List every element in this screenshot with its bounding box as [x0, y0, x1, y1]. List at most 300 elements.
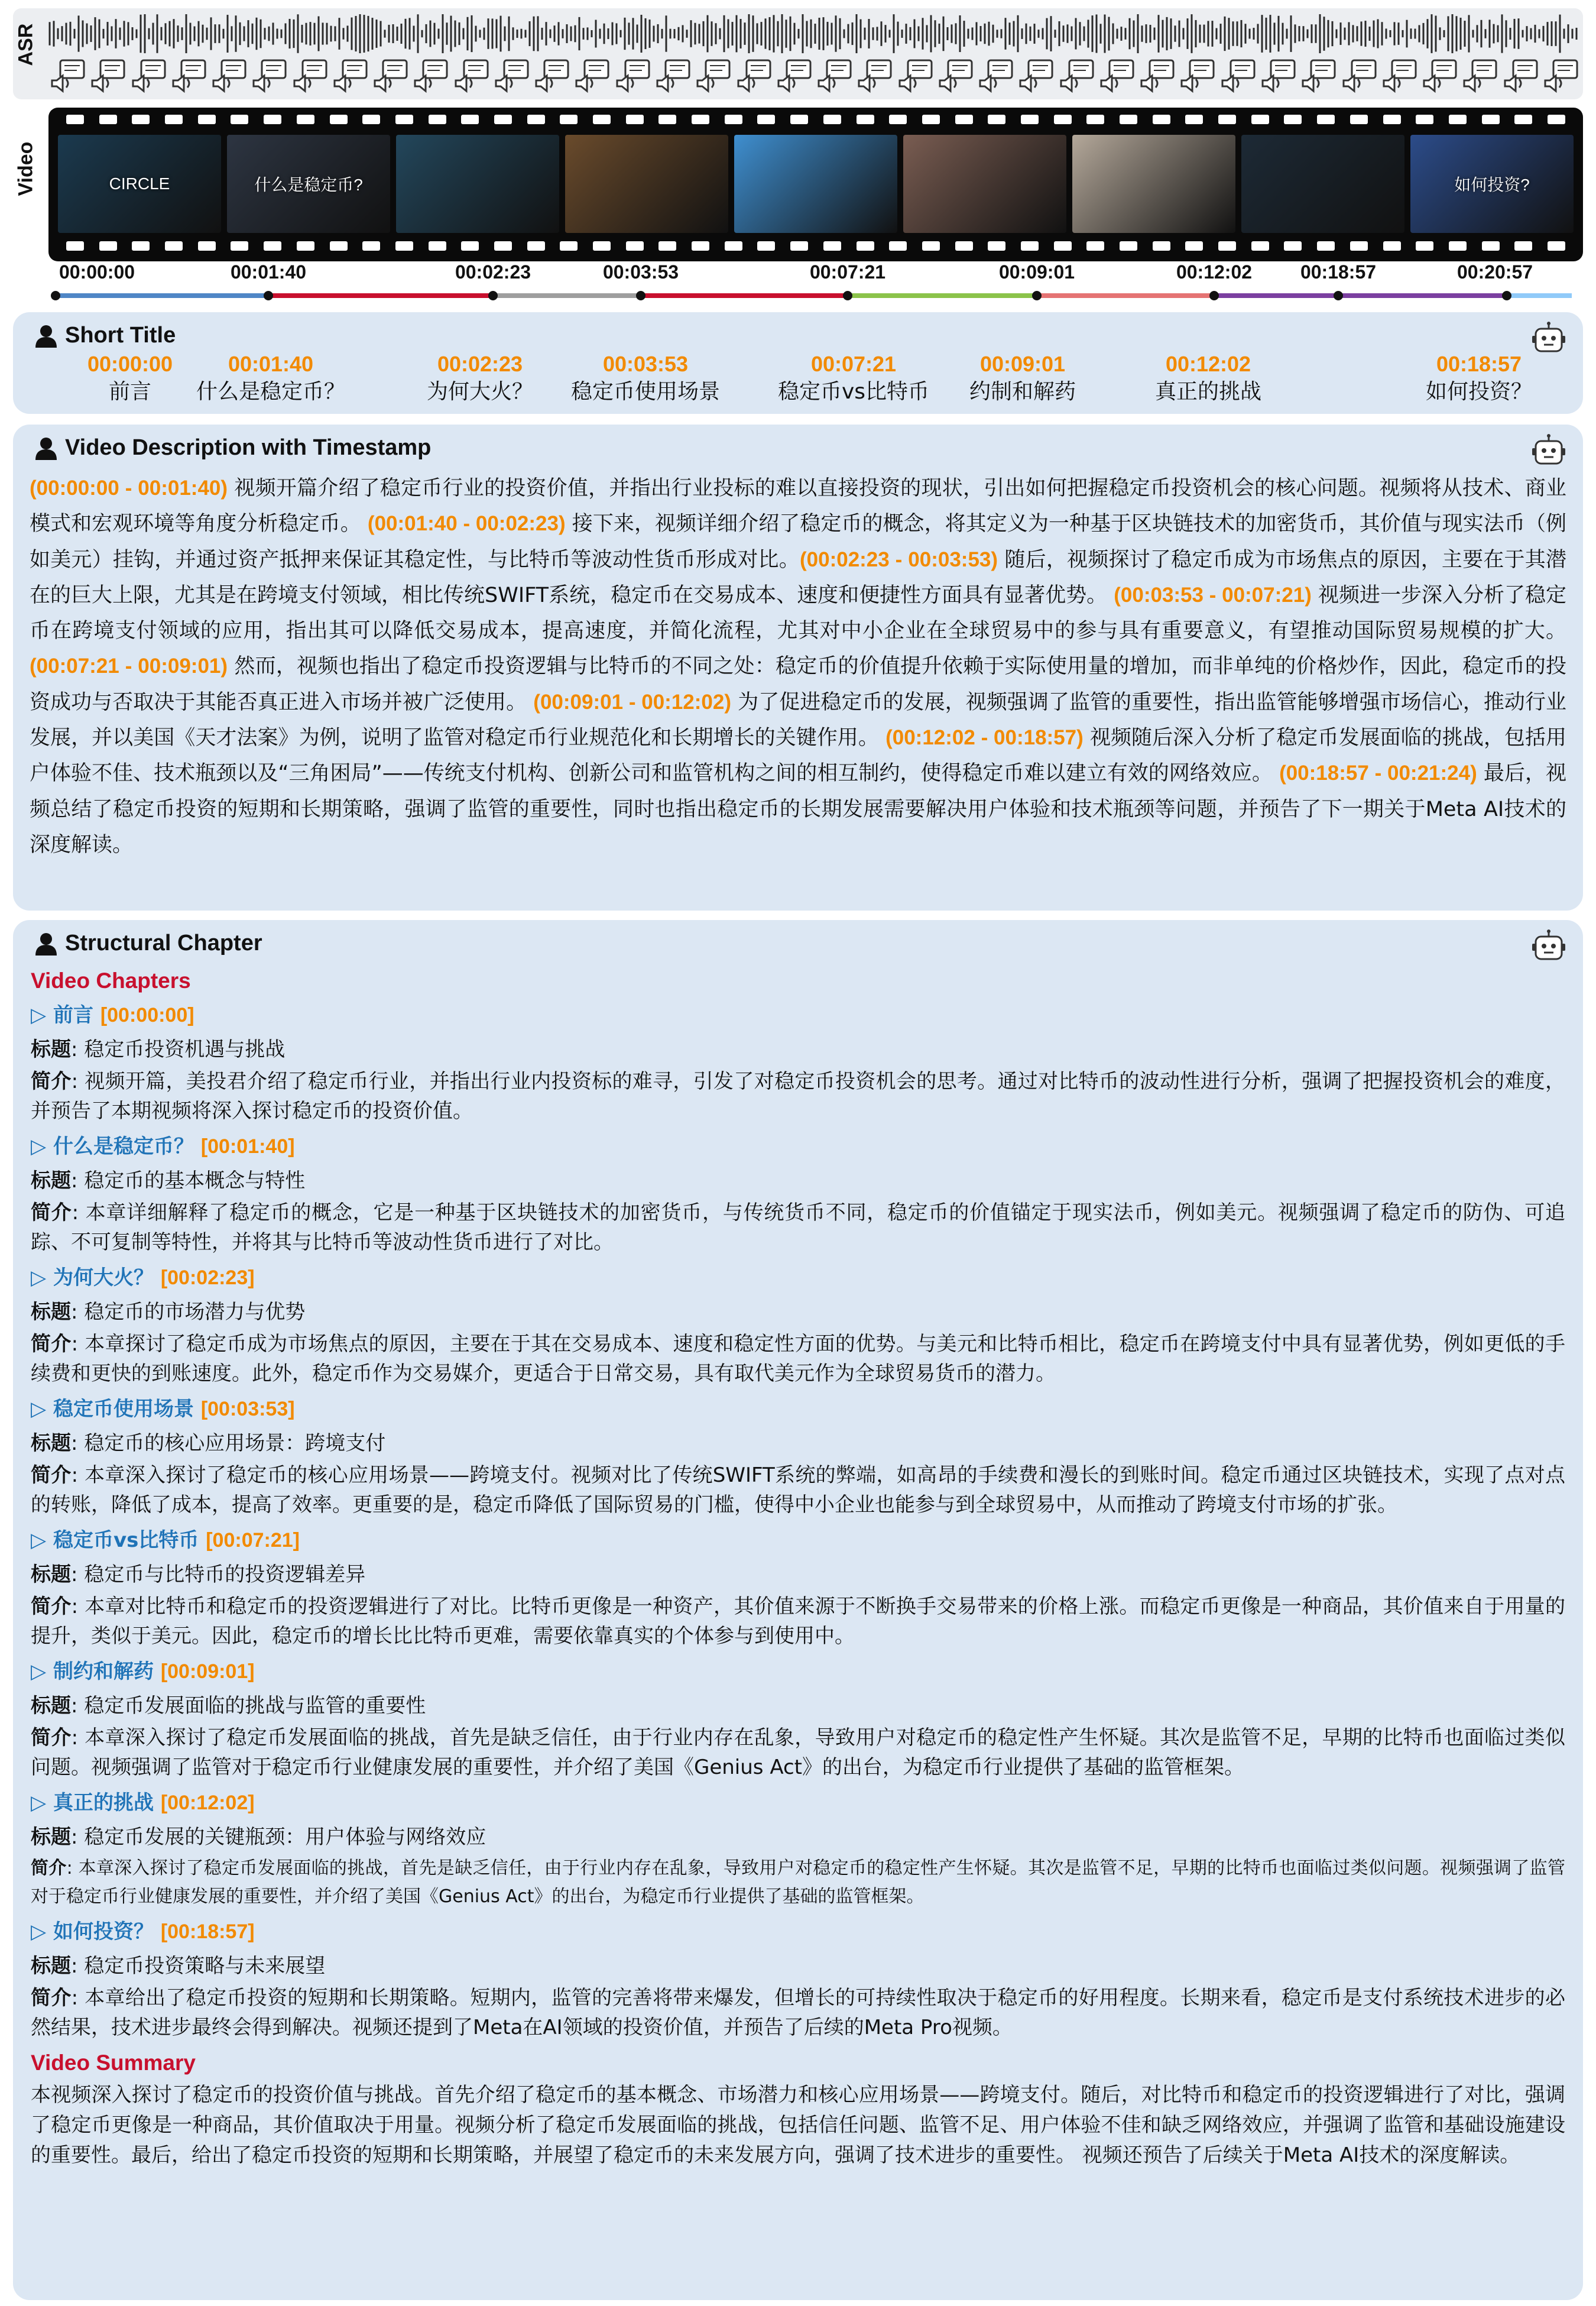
- chapter-title-line: [31, 1295, 1565, 1329]
- film-hole: [1054, 241, 1072, 251]
- speaker-icon[interactable]: [614, 58, 651, 93]
- film-hole: [692, 241, 709, 251]
- short-title-time: 00:12:02: [1165, 352, 1251, 376]
- chapter-title: : 稳定币的市场潜力与优势: [71, 1300, 306, 1324]
- timeline-label: 00:20:57: [1456, 261, 1533, 283]
- short-title-time: 00:00:00: [87, 352, 173, 376]
- speaker-icon[interactable]: [855, 58, 893, 93]
- segment-text: 视频随后深入分析了稳定币发展面临的挑战，包括用户体验不佳、技术瓶颈以及“三角困局”——传统支付机构、创新公司和监管机构之间的相互制约，使得稳定币难以建立有效的网络效应。: [30, 726, 1566, 786]
- segment-text: 最后，视频总结了稳定币投资的短期和长期策略，强调了监管的重要性，同时也指出稳定币的长期发展需要解决用户体验和技术瓶颈等问题，并预告了下一期关于Meta AI技术的深度解读。: [30, 762, 1566, 857]
- film-hole: [658, 241, 676, 251]
- film-hole: [988, 241, 1005, 251]
- intro-label: 简介: [31, 1070, 72, 1093]
- timeline-label: 00:02:23: [455, 261, 531, 283]
- chapter-intro-text: : 本章深入探讨了稳定币发展面临的挑战，首先是缺乏信任，由于行业内存在乱象，导致用户对稳定币的稳定性产生怀疑。其次是监管不足，早期的比特币也面临过类似问题。视频强调了监管对于稳定币行业健康发展的重要性，并介绍了美国《Genius Act》的出台，为稳定币行业提供了基础的监管框架。: [31, 1858, 1565, 1907]
- film-hole: [1317, 241, 1335, 251]
- film-hole: [132, 241, 150, 251]
- speaker-icon[interactable]: [1420, 58, 1458, 93]
- chapter-time: [00:09:01]: [160, 1660, 255, 1683]
- speaker-icon[interactable]: [492, 58, 530, 93]
- title-label: 标题: [31, 1431, 71, 1455]
- chapter-heading-link[interactable]: ▷ 如何投资？ [00:18:57]: [31, 1920, 255, 1944]
- speaker-icon[interactable]: [371, 58, 409, 93]
- chapter-intro: [31, 1723, 1565, 1782]
- asr-band: [13, 8, 1583, 99]
- film-hole: [362, 115, 380, 124]
- chapter-intro-text: : 本章探讨了稳定币成为市场焦点的原因，主要在于其在交易成本、速度和稳定性方面的优势。与美元和比特币相比，稳定币在跨境支付中具有显著优势，例如更低的手续费和更快的到账速度。此外，稳定币作为交易媒介，更适合于日常交易，具有取代美元作为全球贸易货币的潜力。: [31, 1332, 1565, 1385]
- timeline-segment[interactable]: [641, 293, 848, 298]
- film-hole: [429, 241, 446, 251]
- film-hole: [330, 115, 348, 124]
- timeline-segment[interactable]: [1507, 293, 1572, 298]
- chapter-heading-link[interactable]: ▷ 稳定币使用场景 [00:03:53]: [31, 1397, 295, 1421]
- film-hole: [725, 241, 742, 251]
- film-hole: [165, 115, 183, 124]
- title-label: 标题: [31, 1825, 71, 1849]
- intro-label: 简介: [31, 1858, 67, 1879]
- short-title-name: 为何大火？: [426, 380, 534, 404]
- timeline: [50, 260, 1581, 313]
- segment-text: 接下来，视频详细介绍了稳定币的概念，将其定义为一种基于区块链技术的加密货币，其价值与现实法币（例如美元）挂钩，并通过资产抵押来保证其稳定性，与比特币等波动性货币形成对比。: [30, 512, 1566, 572]
- film-hole: [922, 115, 940, 124]
- description-header: [34, 435, 431, 461]
- chapter-time: [00:12:02]: [160, 1792, 255, 1814]
- film-hole: [1449, 115, 1467, 124]
- film-hole: [1153, 115, 1170, 124]
- speaker-icon[interactable]: [654, 58, 692, 93]
- intro-label: 简介: [31, 1595, 72, 1618]
- chapter-name: 什么是稳定币？: [53, 1135, 194, 1158]
- chapter-time: [00:03:53]: [200, 1398, 295, 1420]
- timeline-marker[interactable]: [1032, 291, 1042, 300]
- speaker-icon[interactable]: [936, 58, 974, 93]
- chapter-title-line: [31, 1164, 1565, 1198]
- chapter-heading-link[interactable]: ▷ 稳定币vs比特币 [00:07:21]: [31, 1528, 300, 1552]
- speaker-icon[interactable]: [977, 58, 1014, 93]
- description-panel: [13, 425, 1583, 911]
- title-label: 标题: [31, 1169, 71, 1193]
- film-hole: [626, 115, 644, 124]
- film-hole: [1548, 115, 1565, 124]
- chapter-name: 前言: [53, 1003, 93, 1027]
- speaker-icon[interactable]: [775, 58, 813, 93]
- short-title-name: 如何投资？: [1425, 380, 1533, 404]
- segment-text: 视频开篇介绍了稳定币行业的投资价值，并指出行业投标的难以直接投资的现状，引出如何把握稳定币投资机会的核心问题。视频将从技术、商业模式和宏观环境等角度分析稳定币。: [30, 477, 1566, 536]
- timeline-marker[interactable]: [1334, 291, 1343, 300]
- speaker-icon[interactable]: [1017, 58, 1055, 93]
- chapter-title-line: [31, 1426, 1565, 1460]
- film-hole: [429, 115, 446, 124]
- segment-timestamp[interactable]: (00:01:40 - 00:02:23): [367, 512, 566, 536]
- film-hole: [626, 241, 644, 251]
- film-hole: [560, 241, 578, 251]
- user-icon: [34, 436, 58, 460]
- film-holes-top: [66, 115, 1565, 127]
- film-hole: [264, 241, 281, 251]
- film-hole: [1120, 241, 1137, 251]
- film-hole: [1251, 241, 1269, 251]
- speaker-icon[interactable]: [815, 58, 853, 93]
- film-hole: [988, 115, 1005, 124]
- chapter-name: 稳定币使用场景: [53, 1397, 194, 1421]
- speaker-icon[interactable]: [533, 58, 570, 93]
- chapter-name: 稳定币vs比特币: [53, 1528, 199, 1552]
- film-hole: [1383, 241, 1401, 251]
- film-hole: [1021, 115, 1039, 124]
- frame-caption: CIRCLE: [109, 174, 170, 193]
- video-frame[interactable]: [1410, 135, 1574, 233]
- video-summary-text: 本视频深入探讨了稳定币的投资价值与挑战。首先介绍了稳定币的基本概念、市场潜力和核心应用场景——跨境支付。随后，对比特币和稳定币的投资逻辑进行了对比，强调了稳定币更像是一种商品，其价值取决于用量。视频分析了稳定币发展面临的挑战，包括信任问题、监管不足、用户体验不佳和缺乏网络效应，并强调了监管和基础设施建设的重要性。最后，给出了稳定币投资的短期和长期策略，并展望了稳定币的未来发展方向，强调了技术进步的重要性。 视频还预告了后续关于Meta AI技术的深度解读。: [31, 2083, 1565, 2167]
- film-hole: [658, 115, 676, 124]
- video-frame[interactable]: [903, 135, 1066, 233]
- user-icon: [34, 324, 58, 348]
- speaker-icon[interactable]: [291, 58, 329, 93]
- speaker-icon[interactable]: [1299, 58, 1337, 93]
- chapter-heading-link[interactable]: ▷ 什么是稳定币？ [00:01:40]: [31, 1135, 295, 1158]
- film-hole: [527, 115, 545, 124]
- timeline-marker[interactable]: [636, 291, 645, 300]
- film-hole: [494, 241, 512, 251]
- speaker-icon[interactable]: [250, 58, 288, 93]
- waveform: [48, 14, 1579, 53]
- video-frame[interactable]: [227, 135, 390, 233]
- chapter-intro-text: : 本章给出了稳定币投资的短期和长期策略。短期内，监管的完善将带来爆发，但增长的可持续性取决于稳定币的好用程度。长期来看，稳定币是支付系统技术进步的必然结果，技术进步最终会得到解决。视频还提到了Meta在AI领域的投资价值，并预告了后续的Meta Pro视频。: [31, 1986, 1565, 2039]
- user-icon: [34, 932, 58, 956]
- timeline-segment[interactable]: [848, 293, 1037, 298]
- film-hole: [1350, 241, 1368, 251]
- segment-timestamp[interactable]: (00:09:01 - 00:12:02): [533, 690, 732, 714]
- timeline-marker[interactable]: [488, 291, 498, 300]
- chapter-heading-link[interactable]: ▷ 制约和解药 [00:09:01]: [31, 1660, 255, 1683]
- chapter-name: 制约和解药: [53, 1660, 154, 1683]
- short-title-item[interactable]: [196, 351, 345, 407]
- timeline-segment[interactable]: [1214, 293, 1338, 298]
- chapter-title-line: [31, 1032, 1565, 1067]
- chapter-intro: [31, 1592, 1565, 1651]
- film-hole: [1317, 115, 1335, 124]
- chapter-intro-text: : 本章深入探讨了稳定币的核心应用场景——跨境支付。视频对比了传统SWIFT系统的弊端，如高昂的手续费和漫长的到账时间。稳定币通过区块链技术，实现了点对点的转账，降低了成本，提高了效率。更重要的是，稳定币降低了国际贸易的门槛，使得中小企业也能参与到全球贸易中，从而推动了跨境支付市场的扩张。: [31, 1463, 1565, 1517]
- chapter-name: 真正的挑战: [53, 1791, 154, 1815]
- film-hole: [757, 241, 775, 251]
- film-hole: [1383, 115, 1401, 124]
- film-hole: [494, 115, 512, 124]
- segment-timestamp[interactable]: (00:03:53 - 00:07:21): [1114, 583, 1312, 607]
- film-hole: [593, 241, 611, 251]
- film-hole: [66, 241, 84, 251]
- film-hole: [889, 241, 907, 251]
- short-title-name: 什么是稳定币？: [196, 380, 346, 404]
- chapter-title-line: [31, 1820, 1565, 1854]
- chapter-header: [34, 931, 262, 956]
- film-hole: [692, 115, 709, 124]
- film-hole: [461, 115, 479, 124]
- chapter-intro: [31, 1460, 1565, 1520]
- chapter-intro: [31, 1198, 1565, 1257]
- timeline-segment[interactable]: [493, 293, 641, 298]
- intro-label: 简介: [31, 1986, 72, 2010]
- chapter-intro-text: : 本章深入探讨了稳定币发展面临的挑战，首先是缺乏信任，由于行业内存在乱象，导致用户对稳定币的稳定性产生怀疑。其次是监管不足，早期的比特币也面临过类似问题。视频强调了监管对于稳定币行业健康发展的重要性，并介绍了美国《Genius Act》的出台，为稳定币行业提供了基础的监管框架。: [31, 1726, 1565, 1779]
- speaker-icon[interactable]: [1340, 58, 1378, 93]
- film-hole: [198, 241, 216, 251]
- speaker-icon[interactable]: [1542, 58, 1579, 93]
- timeline-marker[interactable]: [264, 291, 273, 300]
- film-hole: [330, 241, 348, 251]
- timeline-label: 00:00:00: [59, 261, 135, 283]
- film-hole: [99, 115, 117, 124]
- film-hole: [1251, 115, 1269, 124]
- speaker-icon[interactable]: [1098, 58, 1136, 93]
- film-hole: [857, 241, 874, 251]
- chapter-title-line: [31, 1557, 1565, 1592]
- chapter-time: [00:00:00]: [100, 1004, 194, 1026]
- chapter-name: 为何大火？: [53, 1266, 154, 1290]
- short-title-header: [34, 323, 176, 348]
- speaker-icon[interactable]: [1057, 58, 1095, 93]
- intro-label: 简介: [31, 1201, 72, 1225]
- film-hole: [593, 115, 611, 124]
- film-hole: [264, 115, 281, 124]
- segment-timestamp[interactable]: (00:07:21 - 00:09:01): [30, 655, 228, 678]
- film-hole: [790, 241, 808, 251]
- segment-text: 然而，视频也指出了稳定币投资逻辑与比特币的不同之处：稳定币的价值提升依赖于实际使用量的增加，而非单纯的价格炒作，因此，稳定币的投资成功与否取决于其能否真正进入市场并被广泛使用。: [30, 655, 1566, 714]
- chapter-intro-text: : 视频开篇，美投君介绍了稳定币行业，并指出行业内投资标的难寻，引发了对稳定币投资机会的思考。通过对比特币的波动性进行分析，强调了把握投资机会的难度，并预告了本期视频将深入探讨稳定币的投资价值。: [31, 1070, 1565, 1123]
- film-hole: [395, 115, 413, 124]
- timeline-label: 00:18:57: [1300, 261, 1377, 283]
- robot-icon: [1530, 433, 1568, 471]
- film-hole: [1086, 115, 1104, 124]
- film-hole: [1054, 115, 1072, 124]
- film-hole: [889, 115, 907, 124]
- segment-text: 视频进一步深入分析了稳定币在跨境支付领域的应用，指出其可以降低交易成本，提高速度，并简化流程，尤其对中小企业在全球贸易中的参与具有重要意义，有望推动国际贸易规模的扩大。: [30, 583, 1566, 643]
- film-hole: [1482, 115, 1500, 124]
- chapter-title: : 稳定币投资策略与未来展望: [71, 1954, 326, 1978]
- chapter-intro: [31, 1329, 1565, 1388]
- speaker-icon[interactable]: [331, 58, 369, 93]
- short-title-item[interactable]: [1155, 351, 1261, 407]
- timeline-marker[interactable]: [1502, 291, 1511, 300]
- video-summary-heading: Video Summary: [31, 2051, 196, 2075]
- film-hole: [1514, 115, 1532, 124]
- short-title-item[interactable]: [1426, 351, 1532, 407]
- film-hole: [132, 115, 150, 124]
- chapter-intro: [31, 1983, 1565, 2042]
- chapter-panel: [13, 920, 1583, 2300]
- frame-caption: 如何投资?: [1454, 176, 1530, 194]
- chapter-heading-link[interactable]: ▷ 真正的挑战 [00:12:02]: [31, 1791, 255, 1815]
- short-title-name: 真正的挑战: [1154, 380, 1262, 404]
- film-hole: [857, 115, 874, 124]
- short-title-item[interactable]: [969, 351, 1076, 407]
- speaker-icon[interactable]: [170, 58, 207, 93]
- speaker-icon[interactable]: [694, 58, 732, 93]
- asr-speaker-row: [48, 58, 1579, 93]
- chapter-time: [00:18:57]: [160, 1920, 255, 1943]
- film-hole: [527, 241, 545, 251]
- timeline-segment[interactable]: [56, 293, 268, 298]
- short-title-item[interactable]: [87, 351, 173, 407]
- segment-timestamp[interactable]: (00:12:02 - 00:18:57): [885, 726, 1084, 750]
- timeline-label: 00:09:01: [998, 261, 1075, 283]
- short-title-time: 00:01:40: [228, 352, 314, 376]
- chapter-intro-text: : 本章详细解释了稳定币的概念，它是一种基于区块链技术的加密货币，与传统货币不同，稳定币的价值锚定于现实法币，例如美元。视频强调了稳定币的防伪、可追踪、不可复制等特性，并将其与比特币等波动性货币进行了对比。: [31, 1201, 1565, 1254]
- video-frame[interactable]: [734, 135, 897, 233]
- short-title-time: 00:09:01: [979, 352, 1066, 376]
- timeline-segment[interactable]: [1338, 293, 1507, 298]
- chapter-title-line: [31, 1949, 1565, 1983]
- video-frames: [58, 135, 1574, 233]
- film-hole: [955, 241, 973, 251]
- segment-timestamp[interactable]: (00:18:57 - 00:21:24): [1279, 762, 1477, 785]
- speaker-icon[interactable]: [48, 58, 86, 93]
- short-title-time: 00:18:57: [1436, 352, 1522, 376]
- speaker-icon[interactable]: [210, 58, 248, 93]
- short-title-item[interactable]: [571, 351, 720, 407]
- timeline-marker[interactable]: [1209, 291, 1219, 300]
- film-hole: [1021, 241, 1039, 251]
- speaker-icon[interactable]: [735, 58, 773, 93]
- segment-timestamp[interactable]: (00:02:23 - 00:03:53): [799, 548, 998, 571]
- intro-label: 简介: [31, 1332, 72, 1356]
- film-hole: [823, 115, 841, 124]
- frame-caption: 什么是稳定币?: [254, 176, 363, 194]
- chapter-title: : 稳定币的基本概念与特性: [71, 1169, 306, 1193]
- short-title-heading: Short Title: [65, 323, 176, 348]
- title-label: 标题: [31, 1694, 71, 1718]
- short-title-time: 00:02:23: [437, 352, 523, 376]
- short-title-name: 稳定币vs比特币: [777, 380, 930, 404]
- chapter-title: : 稳定币与比特币的投资逻辑差异: [71, 1563, 366, 1586]
- speaker-icon[interactable]: [1178, 58, 1216, 93]
- film-hole: [165, 241, 183, 251]
- chapter-name: 如何投资？: [53, 1920, 154, 1944]
- chapter-title-line: [31, 1689, 1565, 1723]
- video-frame[interactable]: [1241, 135, 1404, 233]
- timeline-label: 00:12:02: [1176, 261, 1253, 283]
- speaker-icon[interactable]: [129, 58, 167, 93]
- short-title-name: 前言: [108, 380, 152, 404]
- film-hole: [1284, 241, 1302, 251]
- film-hole: [757, 115, 775, 124]
- title-label: 标题: [31, 1038, 71, 1061]
- film-hole: [198, 115, 216, 124]
- chapter-intro-text: : 本章对比特币和稳定币的投资逻辑进行了对比。比特币更像是一种资产，其价值来源于不断换手交易带来的价格上涨。而稳定币更像是一种商品，其价值来自于用量的提升，类似于美元。因此，稳定币的增长比比特币更难，需要依靠真实的个体参与到使用中。: [31, 1595, 1565, 1648]
- short-title-name: 稳定币使用场景: [570, 380, 721, 404]
- intro-label: 简介: [31, 1463, 72, 1487]
- film-hole: [1185, 115, 1203, 124]
- chapter-time: [00:02:23]: [160, 1267, 255, 1289]
- chapter-title: : 稳定币发展面临的挑战与监管的重要性: [71, 1694, 426, 1718]
- short-title-name: 约制和解药: [969, 380, 1076, 404]
- robot-icon: [1530, 928, 1568, 966]
- film-hole: [1284, 115, 1302, 124]
- short-title-time: 00:03:53: [602, 352, 689, 376]
- chapter-time: [00:01:40]: [200, 1135, 295, 1158]
- speaker-icon[interactable]: [1380, 58, 1418, 93]
- film-hole: [1514, 241, 1532, 251]
- film-hole: [395, 241, 413, 251]
- chapter-intro: [31, 1067, 1565, 1126]
- chapter-time: [00:07:21]: [206, 1529, 300, 1552]
- speaker-icon[interactable]: [573, 58, 611, 93]
- film-hole: [231, 115, 248, 124]
- video-frame[interactable]: [396, 135, 559, 233]
- film-hole: [1416, 115, 1433, 124]
- chapter-intro: [31, 1854, 1565, 1911]
- film-hole: [1153, 241, 1170, 251]
- film-hole: [66, 115, 84, 124]
- film-hole: [1120, 115, 1137, 124]
- timeline-marker[interactable]: [51, 291, 60, 300]
- speaker-icon[interactable]: [89, 58, 126, 93]
- film-hole: [1185, 241, 1203, 251]
- film-hole: [99, 241, 117, 251]
- chapter-title: : 稳定币发展的关键瓶颈：用户体验与网络效应: [71, 1825, 486, 1849]
- chapter-heading: Structural Chapter: [65, 931, 262, 956]
- title-label: 标题: [31, 1563, 71, 1586]
- speaker-icon[interactable]: [1501, 58, 1539, 93]
- short-title-item[interactable]: [778, 351, 929, 407]
- speaker-icon[interactable]: [1461, 58, 1498, 93]
- film-strip: [48, 108, 1583, 261]
- description-text: [30, 471, 1566, 863]
- video-label: Video: [14, 141, 37, 196]
- title-label: 标题: [31, 1954, 71, 1978]
- video-frame[interactable]: [58, 135, 221, 233]
- asr-label: ASR: [14, 23, 37, 66]
- film-hole: [231, 241, 248, 251]
- film-hole: [362, 241, 380, 251]
- segment-timestamp[interactable]: (00:00:00 - 00:01:40): [30, 477, 228, 500]
- timeline-label: 00:03:53: [602, 261, 679, 283]
- timeline-segment[interactable]: [268, 293, 493, 298]
- speaker-icon[interactable]: [452, 58, 490, 93]
- film-hole: [1218, 115, 1236, 124]
- speaker-icon[interactable]: [1259, 58, 1297, 93]
- video-frame[interactable]: [565, 135, 728, 233]
- video-chapters-heading: Video Chapters: [31, 969, 191, 993]
- segment-text: 随后，视频探讨了稳定币成为市场焦点的原因，主要在于其潜在的巨大上限，尤其是在跨境支付领域，相比传统SWIFT系统，稳定币在交易成本、速度和便捷性方面具有显著优势。: [30, 548, 1566, 607]
- film-hole: [1086, 241, 1104, 251]
- film-hole: [1482, 241, 1500, 251]
- timeline-segment[interactable]: [1037, 293, 1214, 298]
- film-hole: [1548, 241, 1565, 251]
- speaker-icon[interactable]: [1138, 58, 1176, 93]
- timeline-label: 00:07:21: [809, 261, 886, 283]
- film-hole: [1449, 241, 1467, 251]
- intro-label: 简介: [31, 1726, 72, 1750]
- film-hole: [790, 115, 808, 124]
- chapter-title: : 稳定币的核心应用场景：跨境支付: [71, 1431, 386, 1455]
- short-title-time: 00:07:21: [810, 352, 897, 376]
- film-hole: [955, 115, 973, 124]
- chapter-heading-link[interactable]: ▷ 为何大火？ [00:02:23]: [31, 1266, 255, 1290]
- speaker-icon[interactable]: [411, 58, 449, 93]
- film-hole: [1218, 241, 1236, 251]
- speaker-icon[interactable]: [896, 58, 934, 93]
- video-frame[interactable]: [1072, 135, 1235, 233]
- film-hole: [560, 115, 578, 124]
- film-holes-bottom: [66, 241, 1565, 253]
- speaker-icon[interactable]: [1219, 58, 1257, 93]
- chapter-title: : 稳定币投资机遇与挑战: [71, 1038, 286, 1061]
- title-label: 标题: [31, 1300, 71, 1324]
- film-hole: [461, 241, 479, 251]
- chapter-heading-link[interactable]: ▷ 前言 [00:00:00]: [31, 1003, 194, 1027]
- short-title-item[interactable]: [427, 351, 533, 407]
- film-hole: [725, 115, 742, 124]
- timeline-marker[interactable]: [843, 291, 852, 300]
- segment-text: 为了促进稳定币的发展，视频强调了监管的重要性，指出监管能够增强市场信心，推动行业发展，并以美国《天才法案》为例，说明了监管对稳定币行业规范化和长期增长的关键作用。: [30, 690, 1566, 750]
